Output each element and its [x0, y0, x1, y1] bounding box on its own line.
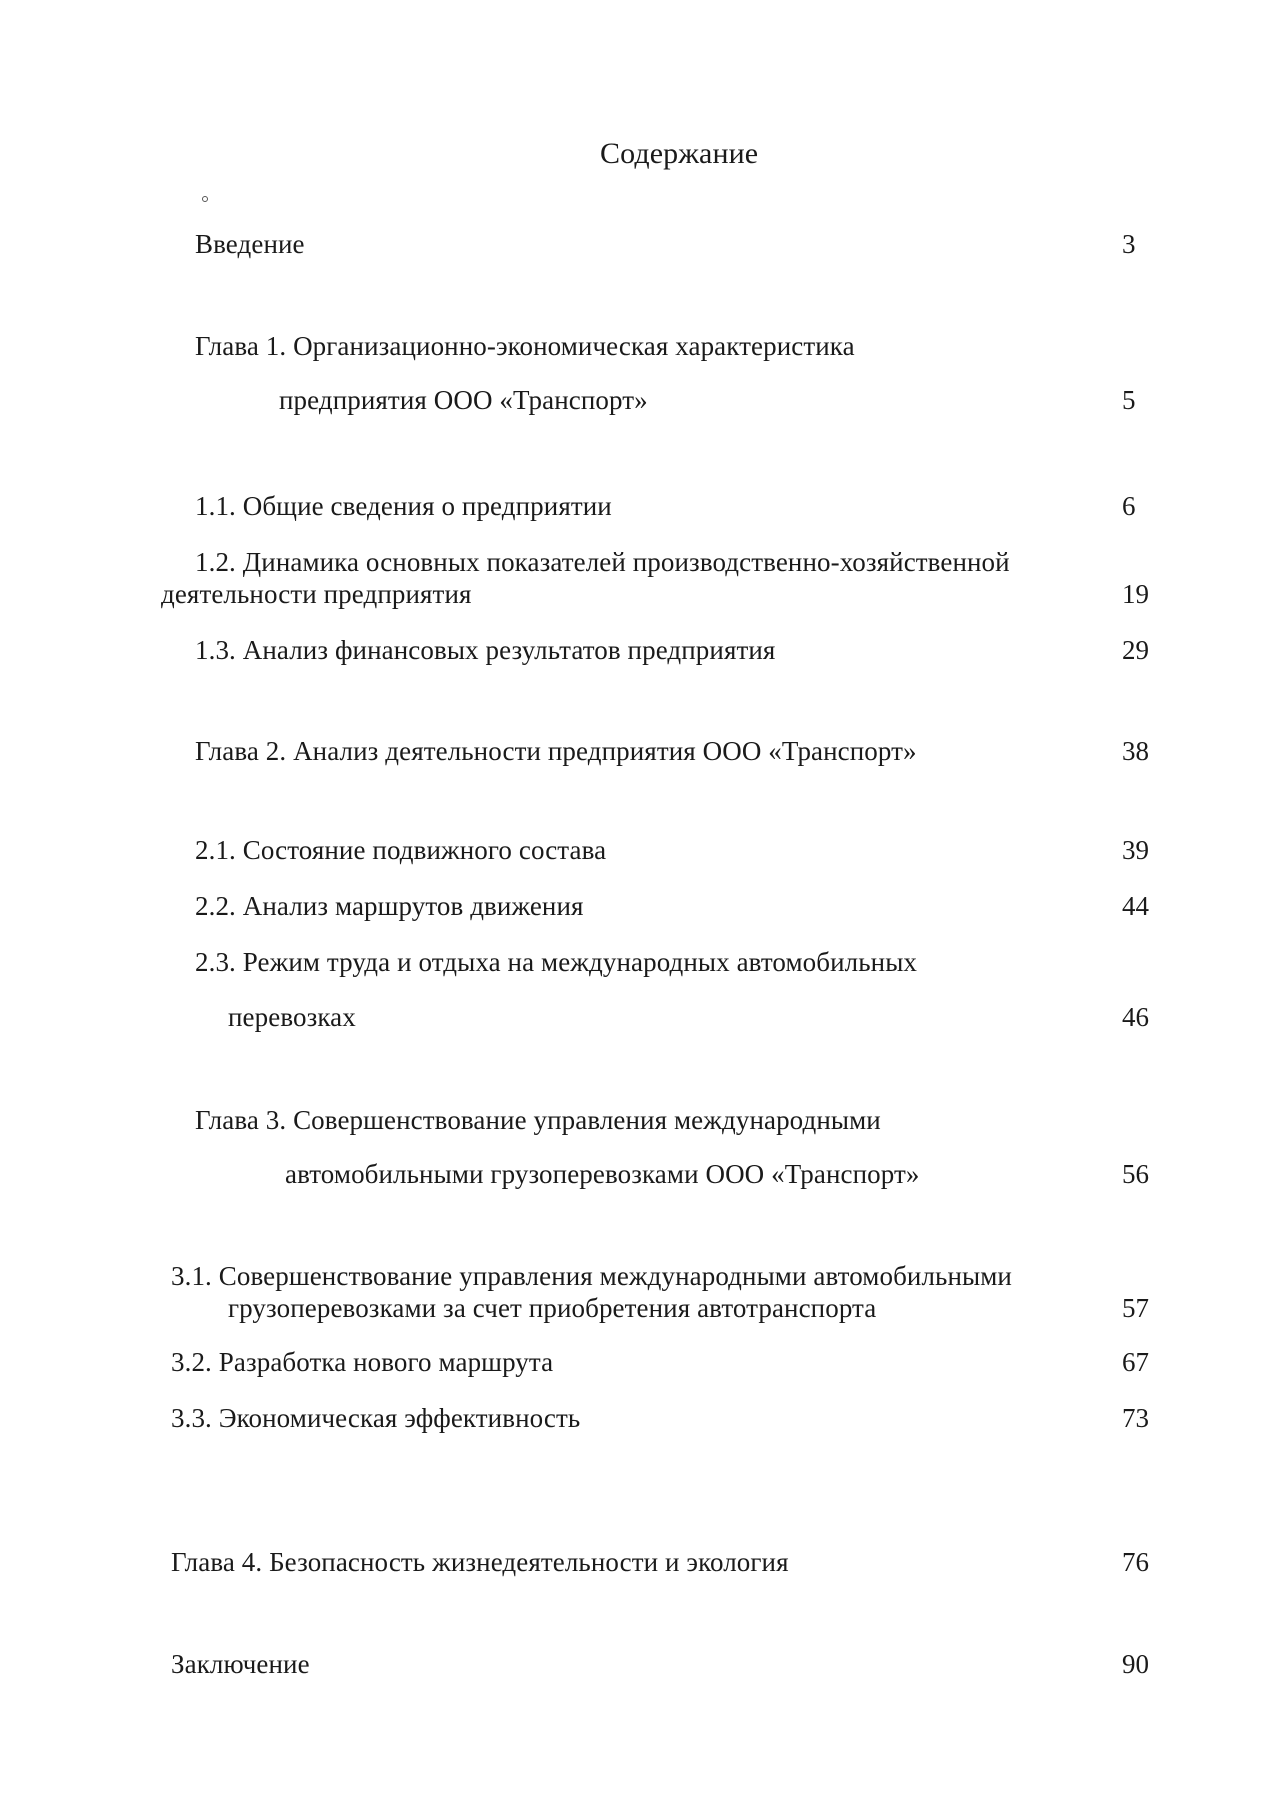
toc-entry-chapter-3-cont: автомобильными грузоперевозками ООО «Транспорт»	[285, 1159, 920, 1189]
toc-page-3-1: 57	[1122, 1293, 1149, 1323]
toc-entry-2-1: 2.1. Состояние подвижного состава	[195, 835, 607, 865]
toc-entry-1-2: 1.2. Динамика основных показателей производственно-хозяйственной	[195, 547, 1010, 577]
toc-entry-intro: Введение	[195, 229, 305, 259]
toc-entry-chapter-4: Глава 4. Безопасность жизнедеятельности и экология	[171, 1547, 789, 1577]
toc-page-chapter-4: 76	[1122, 1547, 1149, 1577]
toc-entry-1-1: 1.1. Общие сведения о предприятии	[195, 491, 612, 521]
bullet-marker	[202, 196, 208, 202]
toc-entry-chapter-3: Глава 3. Совершенствование управления международными	[195, 1105, 881, 1135]
toc-page-2-2: 44	[1122, 891, 1149, 921]
toc-page-2-1: 39	[1122, 835, 1149, 865]
toc-page-3-2: 67	[1122, 1347, 1149, 1377]
toc-entry-1-3: 1.3. Анализ финансовых результатов предприятия	[195, 635, 776, 665]
toc-page-1-1: 6	[1122, 491, 1136, 521]
toc-entry-1-2-cont: деятельности предприятия	[161, 579, 472, 609]
toc-entry-3-2: 3.2. Разработка нового маршрута	[171, 1347, 554, 1377]
toc-page-chapter-1: 5	[1122, 385, 1136, 415]
toc-page-3-3: 73	[1122, 1403, 1149, 1433]
toc-entry-2-3-cont: перевозках	[228, 1002, 356, 1032]
toc-entry-2-2: 2.2. Анализ маршрутов движения	[195, 891, 584, 921]
toc-entry-conclusion: Заключение	[171, 1649, 310, 1679]
toc-page-2-3: 46	[1122, 1002, 1149, 1032]
toc-page-1-3: 29	[1122, 635, 1149, 665]
toc-page-chapter-2: 38	[1122, 736, 1149, 766]
toc-page-conclusion: 90	[1122, 1649, 1149, 1679]
page-title: Содержание	[600, 137, 759, 170]
toc-entry-chapter-1-cont: предприятия ООО «Транспорт»	[279, 385, 648, 415]
toc-entry-chapter-1: Глава 1. Организационно-экономическая характеристика	[195, 331, 855, 361]
toc-entry-3-1: 3.1. Совершенствование управления международными автомобильными	[171, 1261, 1012, 1291]
toc-page-1-2: 19	[1122, 579, 1149, 609]
toc-entry-2-3: 2.3. Режим труда и отдыха на международных автомобильных	[195, 947, 918, 977]
toc-entry-3-3: 3.3. Экономическая эффективность	[171, 1403, 581, 1433]
toc-entry-3-1-cont: грузоперевозками за счет приобретения автотранспорта	[228, 1293, 877, 1323]
toc-page-chapter-3: 56	[1122, 1159, 1149, 1189]
toc-page-intro: 3	[1122, 229, 1136, 259]
toc-entry-chapter-2: Глава 2. Анализ деятельности предприятия ООО «Транспорт»	[195, 736, 917, 766]
